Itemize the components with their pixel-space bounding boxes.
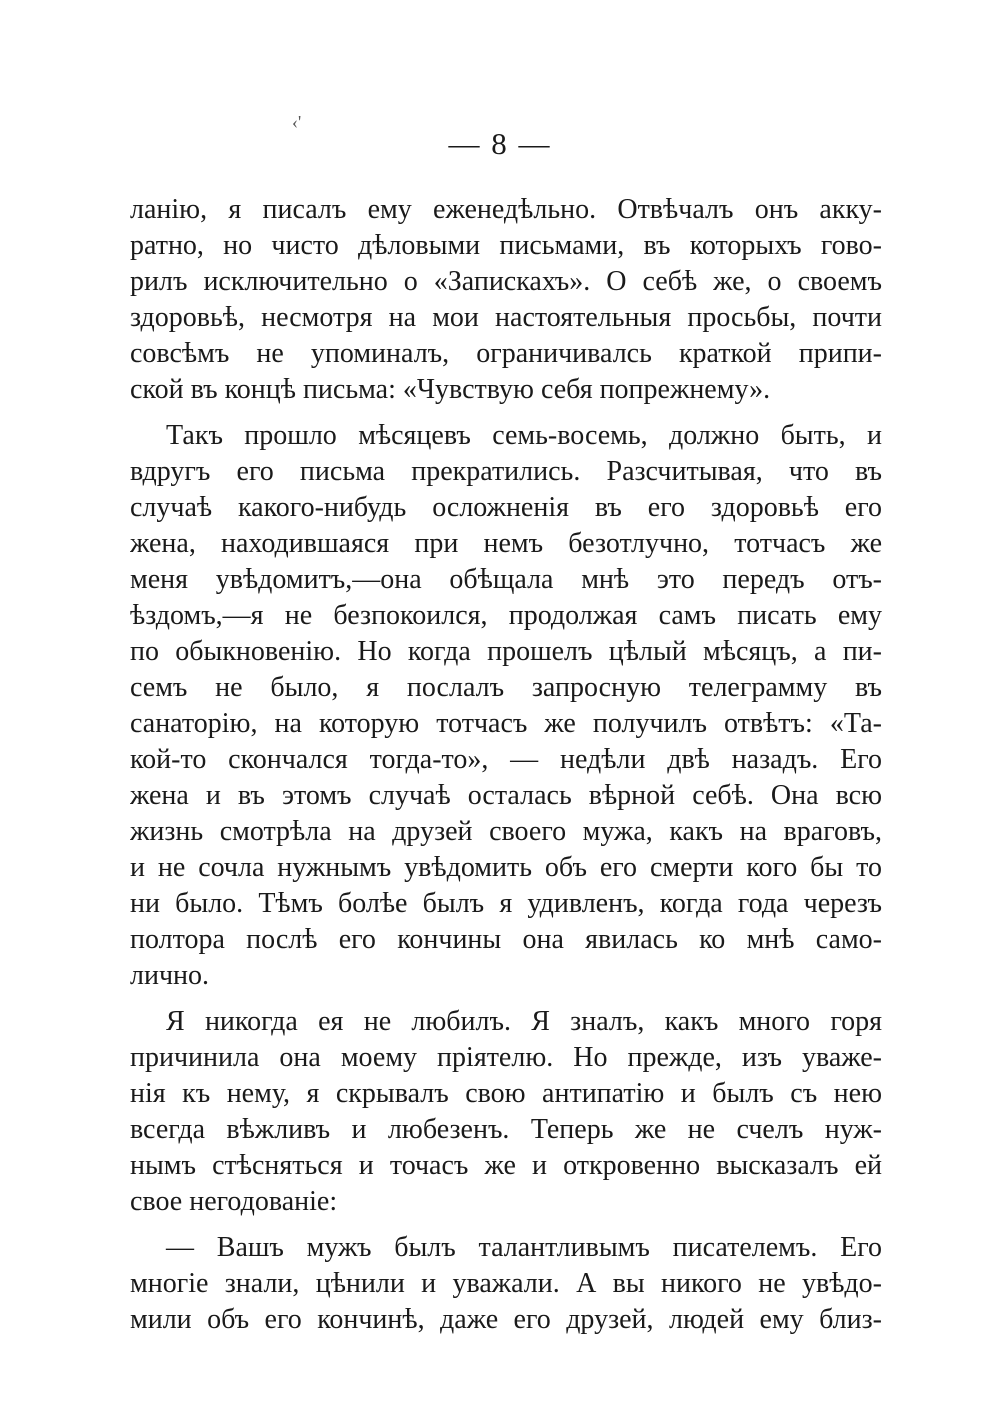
text-line: по обыкновенію. Но когда прошелъ цѣлый мѣсяцъ, а пи- (130, 636, 882, 667)
margin-speck: ‹' (292, 112, 302, 132)
text-line: нымъ стѣсняться и точасъ же и откровенно высказалъ ей (130, 1150, 882, 1181)
paragraph (130, 418, 882, 994)
page-number: — 8 — (448, 126, 552, 161)
text-line: Такъ прошло мѣсяцевъ семь-восемь, должно быть, и (166, 420, 882, 451)
text-line: нія къ нему, я скрывалъ свою антипатію и былъ съ нею (130, 1078, 882, 1109)
text-line: лично. (130, 960, 210, 991)
text-line: и не сочла нужнымъ увѣдомить объ его смерти кого бы то (130, 852, 882, 883)
text-line: полтора послѣ его кончины она явилась ко мнѣ само- (130, 924, 882, 955)
text-line: свое негодованіе: (130, 1186, 338, 1217)
text-line: рилъ исключительно о «Запискахъ». О себѣ же, о своемъ (130, 266, 882, 297)
text-line: мили объ его кончинѣ, даже его друзей, людей ему близ- (130, 1304, 882, 1335)
text-line: кой-то скончался тогда-то», — недѣли двѣ назадъ. Его (130, 744, 882, 775)
paragraph (130, 1004, 882, 1220)
text-line: санаторію, на которую тотчасъ же получилъ отвѣтъ: «Та- (130, 708, 882, 739)
text-line: ѣздомъ,—я не безпокоился, продолжая самъ писать ему (130, 600, 882, 631)
text-line: — Вашъ мужъ былъ талантливымъ писателемъ. Его (166, 1232, 882, 1263)
text-line: совсѣмъ не упоминалъ, ограничивалсь краткой припи- (130, 338, 882, 369)
text-line: многіе знали, цѣнили и уважали. А вы никого не увѣдо- (130, 1268, 882, 1299)
text-line: случаѣ какого-нибудь осложненія въ его здоровьѣ его (130, 492, 882, 523)
text-line: семъ не было, я послалъ запросную телеграмму въ (130, 672, 882, 703)
text-line: меня увѣдомитъ,—она обѣщала мнѣ это передъ отъ- (130, 564, 882, 595)
text-line: ланію, я писалъ ему еженедѣльно. Отвѣчалъ онъ акку- (130, 194, 882, 225)
body-text (130, 192, 882, 1338)
text-line: вдругъ его письма прекратились. Разсчитывая, что въ (130, 456, 882, 487)
text-line: всегда вѣжливъ и любезенъ. Теперь же не счелъ нуж- (130, 1114, 882, 1145)
text-line: жизнь смотрѣла на друзей своего мужа, какъ на враговъ, (130, 816, 882, 847)
text-line: причинила она моему пріятелю. Но прежде, изъ уваже- (130, 1042, 882, 1073)
text-line: ни было. Тѣмъ болѣе былъ я удивленъ, когда года черезъ (130, 888, 882, 919)
text-line: ратно, но чисто дѣловыми письмами, въ которыхъ гово- (130, 230, 882, 261)
text-line: жена, находившаяся при немъ безотлучно, тотчасъ же (130, 528, 882, 559)
text-line: здоровьѣ, несмотря на мои настоятельныя просьбы, почти (130, 302, 882, 333)
paragraph (130, 1230, 882, 1338)
paragraph (130, 192, 882, 408)
text-line: Я никогда ея не любилъ. Я зналъ, какъ много горя (166, 1006, 882, 1037)
text-line: ской въ концѣ письма: «Чувствую себя попрежнему». (130, 374, 771, 405)
text-line: жена и въ этомъ случаѣ осталась вѣрной себѣ. Она всю (130, 780, 882, 811)
